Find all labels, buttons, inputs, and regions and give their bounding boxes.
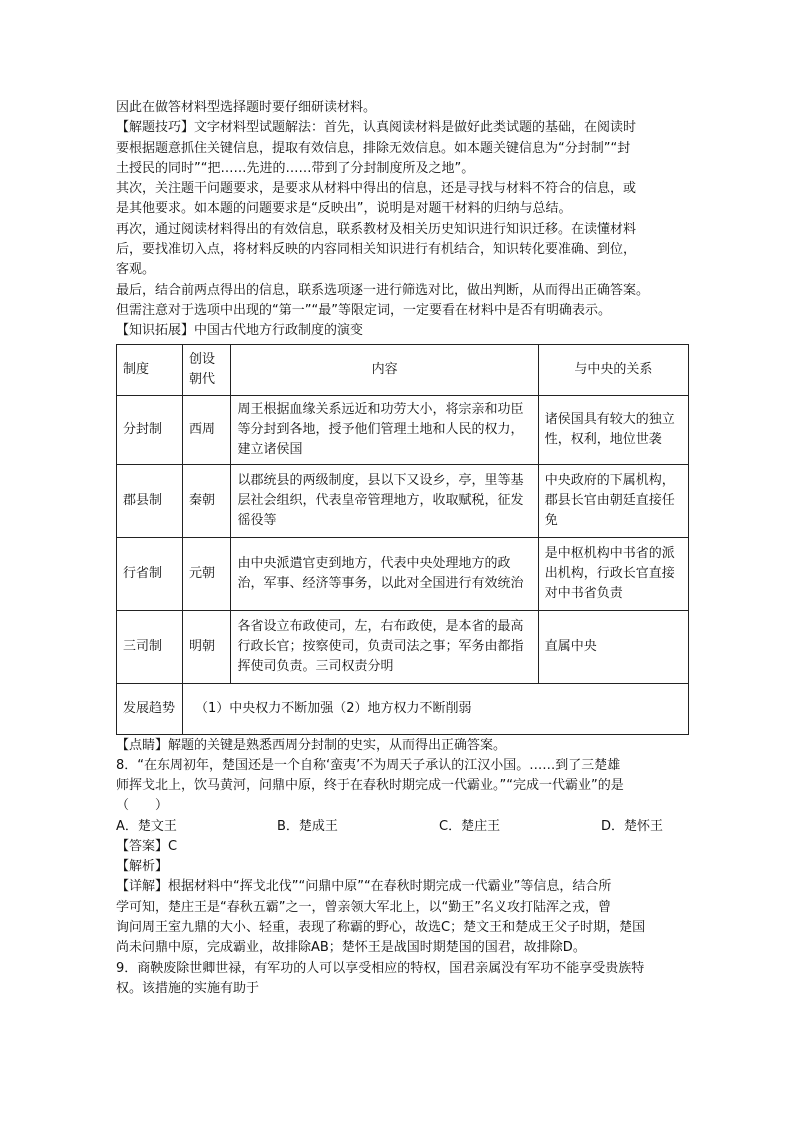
- option-a: A．楚文王: [116, 818, 177, 834]
- detail-line-3: 询问周王室九鼎的大小、轻重，表现了称霸的野心，故选C；楚文王和楚成王父子时期，楚国: [116, 919, 646, 935]
- q8-options: [116, 817, 689, 837]
- knowledge-title: 【知识拓展】中国古代地方行政制度的演变: [116, 323, 364, 339]
- cell-system: 分封制: [117, 395, 183, 464]
- q8-stem-line-1: 8．“在东周初年，楚国还是一个自称‘蛮夷’不为周天子承认的江汉小国。……到了三楚雄: [116, 757, 621, 773]
- answer-label: 【答案】: [116, 838, 169, 854]
- cell-relation: 诸侯国具有较大的独立性，权利，地位世袭: [538, 395, 688, 464]
- table-row: [117, 537, 689, 610]
- cell-content: 以郡统县的两级制度，县以下又设乡，亭，里等基层社会组织，代表皇帝管理地方，收取赋税，征发徭役等: [231, 464, 538, 537]
- detail-line-1: 【详解】根据材料中“挥戈北伐”“问鼎中原”“在春秋时期完成一代霸业”等信息，结合所: [116, 879, 612, 895]
- tips-text: 文字材料型试题解法：首先，认真阅读材料是做好此类试题的基础，在阅读时: [194, 120, 637, 136]
- cell-dynasty: 明朝: [183, 610, 231, 683]
- detail-line-2: 学可知，楚庄王是“春秋五霸”之一，曾亲领大军北上，以“勤王”名义攻打陆浑之戎，曾: [116, 899, 611, 915]
- table-row: [117, 395, 689, 464]
- cell-relation: 中央政府的下属机构，郡县长官由朝廷直接任免: [538, 464, 688, 537]
- option-b: B．楚成王: [277, 818, 338, 834]
- cell-content: 各省设立布政使司，左，右布政使，是本省的最高行政长官；按察使司，负责司法之事；军务由都指挥使司负责。三司权责分明: [231, 610, 538, 683]
- cell-dynasty: 西周: [183, 395, 231, 464]
- tips-line-2: 要根据题意抓住关键信息，提取有效信息，排除无效信息。如本题关键信息为“分封制”“封: [116, 140, 631, 156]
- tips-line-1: [116, 118, 689, 138]
- header-content: 内容: [231, 344, 538, 395]
- header-system: 制度: [117, 344, 183, 395]
- tips-line-10: 但需注意对于选项中出现的“第一”“最”等限定词，一定要看在材料中是否有明确表示。: [116, 302, 611, 318]
- cell-system: 三司制: [117, 610, 183, 683]
- tips-line-7: 后，要找准切入点，将材料反映的内容同相关知识进行有机结合，知识转化要准确、到位，: [116, 242, 637, 258]
- table-row: [117, 464, 689, 537]
- header-dynasty: 创设朝代: [183, 344, 231, 395]
- tips-line-5: 是其他要求。如本题的问题要求是“反映出”，说明是对题干材料的归纳与总结。: [116, 201, 572, 217]
- pointing-line: 【点睛】解题的关键是熟悉西周分封制的史实，从而得出正确答案。: [116, 737, 507, 753]
- table-row: [117, 610, 689, 683]
- option-d: D．楚怀王: [601, 818, 664, 834]
- cell-relation: 直属中央: [538, 610, 688, 683]
- option-c: C．楚庄王: [439, 818, 501, 834]
- intro-line: 因此在做答材料型选择题时要仔细研读材料。: [116, 100, 377, 115]
- analysis-label: 【解析】: [116, 859, 169, 875]
- q9-stem-line-1: 9．商鞅废除世卿世禄，有军功的人可以享受相应的特权，国君亲属没有军功不能享受贵族特: [116, 960, 645, 976]
- tips-line-8: 客观。: [116, 262, 156, 278]
- q8-stem-line-3: （ ）: [116, 798, 169, 814]
- cell-system: 行省制: [117, 537, 183, 610]
- cell-trend-label: 发展趋势: [117, 683, 183, 734]
- cell-dynasty: 元朝: [183, 537, 231, 610]
- document-page: [116, 98, 689, 999]
- q8-stem-line-2: 师挥戈北上，饮马黄河，问鼎中原，终于在春秋时期完成一代霸业。”“完成一代霸业”的是: [116, 778, 624, 794]
- knowledge-table: [116, 344, 689, 735]
- tips-line-3: 土授民的同时”“把……先进的……带到了分封制度所及之地”。: [116, 160, 475, 176]
- tips-line-9: 最后，结合前两点得出的信息，联系选项逐一进行筛选对比，做出判断，从而得出正确答案。: [116, 282, 650, 298]
- answer-line: [116, 837, 689, 857]
- cell-trend-text: （1）中央权力不断加强（2）地方权力不断削弱: [183, 683, 689, 734]
- q9-stem-line-2: 权。该措施的实施有助于: [116, 980, 260, 996]
- table-trend-row: [117, 683, 689, 734]
- tips-line-6: 再次，通过阅读材料得出的有效信息，联系教材及相关历史知识进行知识迁移。在读懂材料: [116, 221, 637, 237]
- cell-system: 郡县制: [117, 464, 183, 537]
- tips-line-4: 其次，关注题干问题要求，是要求从材料中得出的信息，还是寻找与材料不符合的信息，或: [116, 181, 637, 197]
- detail-line-4: 尚未问鼎中原，完成霸业，故排除AB；楚怀王是战国时期楚国的国君，故排除D。: [116, 940, 586, 956]
- table-header-row: [117, 344, 689, 395]
- header-relation: 与中央的关系: [538, 344, 688, 395]
- answer-value: C: [168, 838, 178, 854]
- cell-dynasty: 秦朝: [183, 464, 231, 537]
- cell-content: 由中央派遣官吏到地方，代表中央处理地方的政治，军事、经济等事务，以此对全国进行有效统治: [231, 537, 538, 610]
- cell-content: 周王根据血缘关系远近和功劳大小，将宗亲和功臣等分封到各地，授予他们管理土地和人民的权力，建立诸侯国: [231, 395, 538, 464]
- cell-relation: 是中枢机构中书省的派出机构，行政长官直接对中书省负责: [538, 537, 688, 610]
- tips-title: 【解题技巧】: [116, 120, 195, 136]
